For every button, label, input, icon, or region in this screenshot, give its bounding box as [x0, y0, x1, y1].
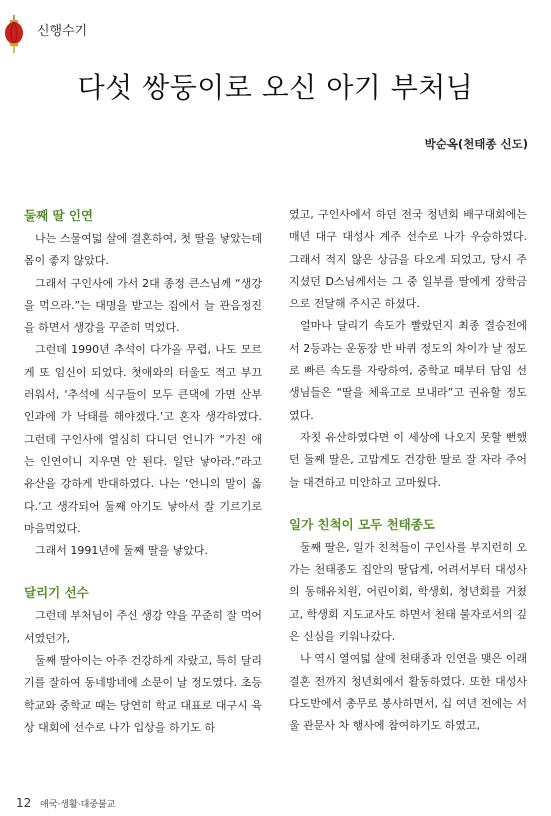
paragraph: 그래서 1991년에 둘째 딸을 낳았다. [35, 544, 208, 558]
paragraph: 나는 스물여덟 살에 결혼하여, 첫 딸을 낳았는데 몸이 좋지 않았다. [24, 232, 262, 268]
page-number: 12 [16, 796, 32, 810]
author-byline: 박순옥(천태종 신도) [424, 137, 528, 151]
section-heading: 둘째 딸 인연 [24, 208, 94, 223]
section-label: 신행수기 [37, 24, 88, 39]
lantern-icon [4, 15, 24, 53]
paragraph: 얼마나 달리기 속도가 빨랐던지 최종 결승전에서 2등과는 운동장 반 바퀴 정도의 차이가 날 정도로 빠른 속도를 자랑하여, 중학교 때부터 담임 선생님들은 “딸을 체육고로 보내라”고 권유할 정도였다. [289, 319, 527, 422]
paragraph: 둘째 딸아이는 아주 건강하게 자랐고, 특히 달리기를 잘하여 동네방네에 소문이 날 정도였다. 초등학교와 중학교 때는 당연히 학교 대표로 대구시 육상 대회에 선수로 나가 입상을 하기도 하 [24, 654, 262, 734]
paragraph: 나 역시 열여덟 살에 천태종과 인연을 맺은 이래 결혼 전까지 청년회에서 활동하였다. 또한 대성사 다도반에서 총무로 봉사하면서, 십 여년 전에는 서울 관문사 차 행사에 참여하기도 하였고, [289, 652, 527, 733]
paragraph: 였고, 구인사에서 하던 전국 청년회 배구대회에는 매년 대구 대성사 계주 선수로 나가 우승하였다. 그래서 적지 않은 상금을 타오게 되었고, 당시 주지셨던 D스님께서는 그 중 일부를 딸에게 장학금으로 전달해 주시곤 하셨다. [289, 208, 527, 311]
section-heading: 달리기 선수 [24, 585, 89, 601]
left-column [24, 204, 262, 739]
article-title: 다섯 쌍둥이로 오신 아기 부처님 [77, 71, 474, 104]
paragraph: 자칫 유산하였다면 이 세상에 나오지 못할 뻔했던 둘째 딸은, 고맙게도 건강한 딸로 잘 자라 주어 늘 대견하고 미안하고 고마웠다. [289, 430, 527, 489]
section-heading: 일가 친척이 모두 천태종도 [289, 516, 435, 532]
right-column [289, 204, 527, 738]
paragraph: 둘째 딸은, 일가 친척들이 구인사를 부지런히 오가는 천태종도 집안의 딸답게, 어려서부터 대성사의 동해유치원, 어린이회, 학생회, 청년회를 거쳤고, 학생회 지도교사도 하면서 천태 불자로서의 깊은 신심을 키워나갔다. [289, 540, 527, 644]
page-footer [16, 796, 115, 810]
paragraph: 그런데 부처님이 주신 생강 약을 꾸준히 잘 먹어서였던가, [24, 609, 262, 645]
paragraph: 그런데 1990년 추석이 다가올 무렵, 나도 모르게 또 임신이 되었다. 첫애와의 터울도 적고 부끄러워서, ‘추석에 식구들이 모두 큰댁에 가면 산부인과에 가 낙태를 해야겠다.’고 혼자 생각하였다. 그런데 구인사에 열심히 다니던 언니가 “가진 애는 인연이니 지우면 안 된다. 일단 낳아라.”라고 유산을 강하게 반대하였다. 나는 ‘언니의 말이 옳다.’고 생각되어 둘째 아기도 낳아서 잘 기르기로 마음먹었다. [24, 343, 262, 535]
publication-name: 애국·생활·대중불교 [40, 800, 116, 810]
paragraph: 그래서 구인사에 가서 2대 종정 큰스님께 “생강을 먹으라.”는 대명을 받고는 집에서 늘 관음정진을 하면서 생강을 꾸준히 먹었다. [24, 276, 262, 335]
